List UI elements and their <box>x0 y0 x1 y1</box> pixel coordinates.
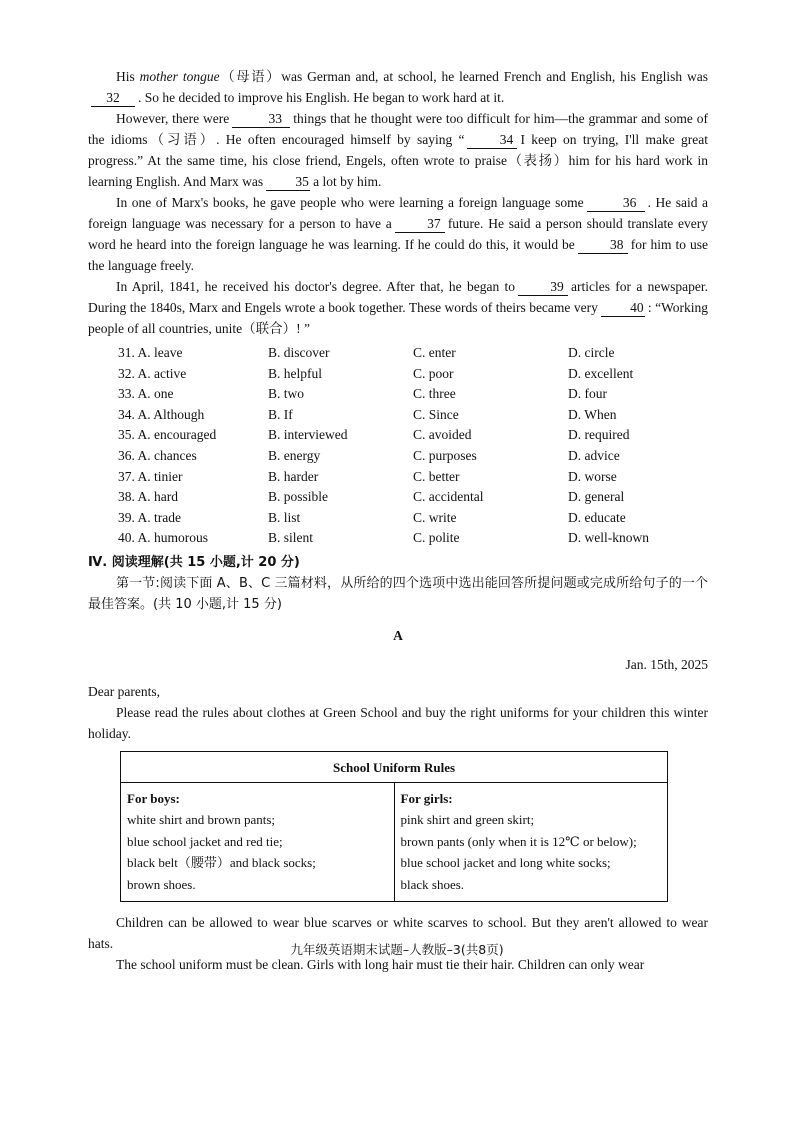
text: things that he thought were too difficult for him—the grammar and some of the idioms（习语）. He often encouraged himself by saying “ <box>88 111 708 147</box>
option-a: 39. A. trade <box>118 509 181 525</box>
section-title: Ⅳ. 阅读理解(共 15 小题,计 20 分) <box>88 554 300 570</box>
option-b: B. discover <box>268 345 330 360</box>
rule-item: black belt（腰带）and black socks; <box>127 855 316 871</box>
option-row <box>118 343 708 364</box>
option-d: D. worse <box>568 468 617 484</box>
text: future. He said a person should translate every word he heard into the foreign language he was learning. If he could do this, it would be <box>88 216 708 252</box>
option-b: B. energy <box>268 447 321 463</box>
option-b: B. If <box>268 406 293 422</box>
option-a: 32. A. active <box>118 365 187 381</box>
rule-item: black shoes. <box>400 876 465 892</box>
option-d: D. circle <box>568 345 615 360</box>
letter-intro: Please read the rules about clothes at Green School and buy the right uniforms for your children this winter holiday. <box>88 704 708 741</box>
option-b: B. silent <box>268 530 314 546</box>
blank-40: 40 <box>601 300 645 317</box>
table-title: School Uniform Rules <box>121 751 668 782</box>
rule-item: brown shoes. <box>127 876 196 892</box>
option-a: 34. A. Although <box>118 406 205 422</box>
text: However, there were <box>116 111 230 126</box>
text: a lot by him. <box>313 174 382 189</box>
option-b: B. harder <box>268 468 319 484</box>
option-b: B. list <box>268 509 301 525</box>
option-c: C. Since <box>413 406 459 422</box>
passage-paragraph-1 <box>88 66 708 108</box>
passage-paragraph-3 <box>88 192 708 276</box>
option-b: B. two <box>268 386 305 402</box>
content <box>88 66 708 975</box>
text: I keep on trying, I'll make great progress.” At the same time, his close friend, Engels, often wrote to praise（表扬）him for his hard work in learning English. And Marx was <box>88 132 708 189</box>
text: : “Working people of all countries, unite（联合）! ” <box>88 300 708 336</box>
girls-column <box>394 782 668 902</box>
option-row <box>118 487 708 508</box>
option-a: 33. A. one <box>118 386 174 402</box>
blank-36: 36 <box>587 195 645 212</box>
option-a: 38. A. hard <box>118 489 178 505</box>
option-row <box>118 405 708 426</box>
italic-term: mother tongue <box>139 69 220 84</box>
option-c: C. avoided <box>413 427 472 443</box>
rule-item: blue school jacket and red tie; <box>127 833 283 849</box>
text: articles for a newspaper. During the 1840s, Marx and Engels wrote a book together. These words of theirs became very <box>88 279 708 315</box>
option-row <box>118 528 708 549</box>
text: . He said a foreign language was necessary for a person to have a <box>88 195 708 231</box>
passage-paragraph-2 <box>88 108 708 192</box>
option-row <box>118 425 708 446</box>
option-row <box>118 508 708 529</box>
after-table-paragraph-2: The school uniform must be clean. Girls with long hair must tie their hair. Children can only wear <box>116 957 645 973</box>
option-a: 31. A. leave <box>118 345 183 360</box>
option-b: B. interviewed <box>268 427 348 443</box>
rule-item: white shirt and brown pants; <box>127 812 276 828</box>
section-instruction: 第一节:阅读下面 A、B、C 三篇材料，从所给的四个选项中选出能回答所提问题或完成所给句子的一个最佳答案。(共 10 小题,计 15 分) <box>88 575 708 612</box>
option-d: D. excellent <box>568 365 634 381</box>
option-a: 40. A. humorous <box>118 530 209 546</box>
option-c: C. purposes <box>413 447 477 463</box>
option-row <box>118 446 708 467</box>
option-a: 36. A. chances <box>118 447 197 463</box>
option-row <box>118 467 708 488</box>
option-c: C. polite <box>413 530 460 546</box>
blank-38: 38 <box>578 237 628 254</box>
option-b: B. helpful <box>268 365 322 381</box>
page-footer: 九年级英语期末试题–人教版–3(共8页) <box>290 942 504 957</box>
text: In April, 1841, he received his doctor's degree. After that, he began to <box>116 279 515 294</box>
options-list <box>118 343 708 549</box>
text: . So he decided to improve his English. He began to work hard at it. <box>138 90 505 105</box>
option-a: 37. A. tinier <box>118 468 183 484</box>
after-table-paragraph-1: Children can be allowed to wear blue scarves or white scarves to school. But they aren't allowed to wear hats. <box>88 915 708 952</box>
uniform-rules-table <box>120 751 668 903</box>
option-c: C. better <box>413 468 460 484</box>
rule-item: brown pants (only when it is 12℃ or below); <box>400 833 637 849</box>
letter-date: Jan. 15th, 2025 <box>625 656 708 672</box>
option-a: 35. A. encouraged <box>118 427 217 443</box>
blank-35: 35 <box>266 174 310 191</box>
text: for him to use the language freely. <box>88 237 708 273</box>
salutation: Dear parents, <box>88 683 160 699</box>
option-d: D. advice <box>568 447 620 463</box>
option-b: B. possible <box>268 489 329 505</box>
blank-39: 39 <box>518 279 568 296</box>
passage-paragraph-4 <box>88 276 708 339</box>
part-label: A <box>393 627 403 643</box>
option-c: C. poor <box>413 365 454 381</box>
option-d: D. general <box>568 489 625 505</box>
rule-item: pink shirt and green skirt; <box>400 812 535 828</box>
option-d: D. required <box>568 427 630 443</box>
text: （母语）was German and, at school, he learned French and English, <box>219 69 616 84</box>
option-c: C. accidental <box>413 489 484 505</box>
text: His <box>116 69 140 84</box>
text: his English was <box>620 69 708 84</box>
option-c: C. write <box>413 509 457 525</box>
blank-33: 33 <box>232 111 290 128</box>
option-c: C. three <box>413 386 456 402</box>
option-d: D. When <box>568 406 617 422</box>
option-d: D. well-known <box>568 530 649 546</box>
text: In one of Marx's books, he gave people who were learning a foreign language some <box>116 195 584 210</box>
option-row <box>118 384 708 405</box>
option-d: D. four <box>568 386 607 402</box>
girls-heading: For girls: <box>400 790 453 806</box>
boys-heading: For boys: <box>127 790 180 806</box>
blank-34: 34 <box>467 132 517 149</box>
rule-item: blue school jacket and long white socks; <box>400 855 611 871</box>
blank-32: 32 <box>91 90 135 107</box>
option-row <box>118 364 708 385</box>
option-d: D. educate <box>568 509 626 525</box>
boys-column <box>121 782 395 902</box>
option-c: C. enter <box>413 345 456 360</box>
blank-37: 37 <box>395 216 445 233</box>
